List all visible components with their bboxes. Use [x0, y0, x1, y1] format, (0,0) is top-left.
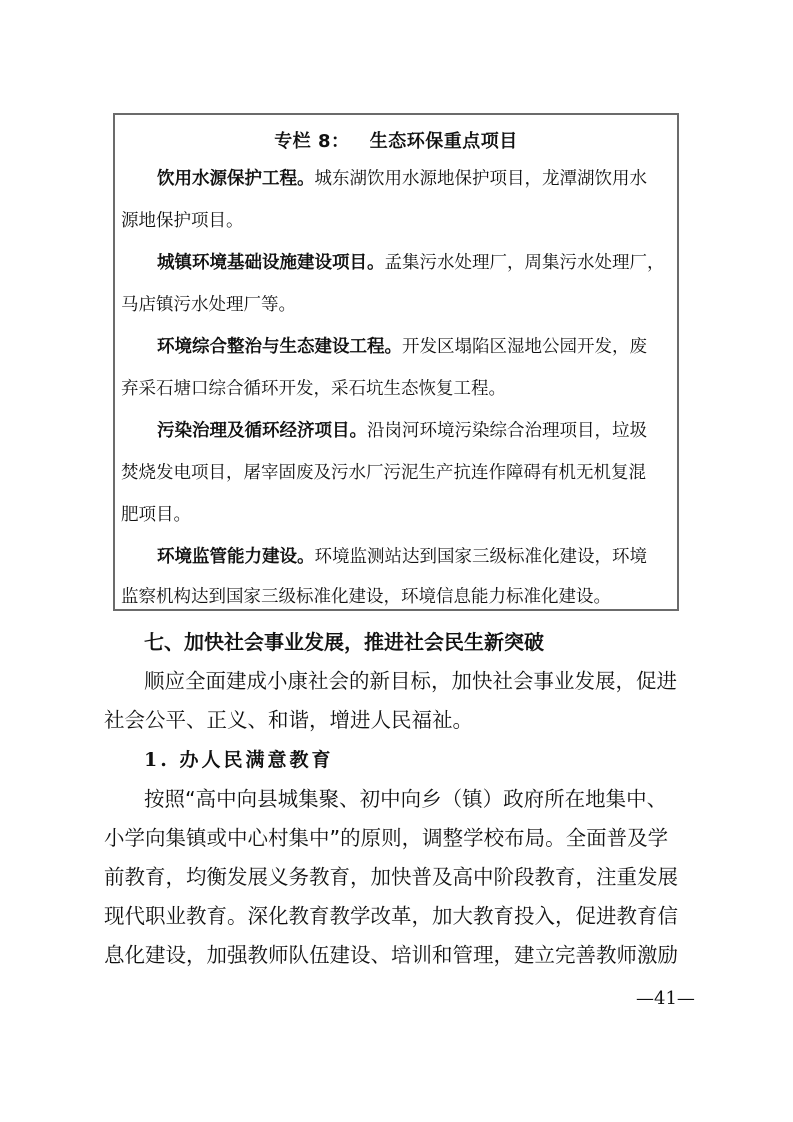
subsection-heading: 1. 办人民满意教育: [144, 749, 334, 771]
page-number: —41—: [636, 988, 695, 1009]
paragraph-line: 现代职业教育。深化教育教学改革，加大教育投入，促进教育信: [104, 904, 678, 928]
box-item-label: 饮用水源保护工程。: [157, 169, 315, 189]
box-item-line: 饮用水源保护工程。城东湖饮用水源地保护项目，龙潭湖饮用水: [157, 169, 647, 189]
paragraph-line: 按照“高中向县城集聚、初中向乡（镇）政府所在地集中、: [144, 787, 668, 811]
box-item-line: 马店镇污水处理厂等。: [121, 295, 296, 315]
box-item-line: 肥项目。: [121, 505, 191, 525]
box-item-line: 弃采石塘口综合循环开发，采石坑生态恢复工程。: [121, 379, 506, 399]
intro-line: 社会公平、正义、和谐，增进人民福祉。: [104, 708, 473, 732]
paragraph-line: 息化建设，加强教师队伍建设、培训和管理，建立完善教师激励: [104, 943, 678, 967]
box-item-line: 源地保护项目。: [121, 211, 244, 231]
feature-box: [113, 113, 679, 611]
box-item-line: 监察机构达到国家三级标准化建设，环境信息能力标准化建设。: [121, 587, 611, 607]
box-item-line: 污染治理及循环经济项目。沿岗河环境污染综合治理项目，垃圾: [157, 421, 647, 441]
box-item-label: 城镇环境基础设施建设项目。: [157, 253, 385, 273]
section-heading: 七、加快社会事业发展，推进社会民生新突破: [144, 630, 544, 654]
paragraph-line: 前教育，均衡发展义务教育，加快普及高中阶段教育，注重发展: [104, 865, 678, 889]
box-title-prefix: 专栏 8：: [274, 131, 350, 152]
box-item-label: 环境综合整治与生态建设工程。: [157, 337, 402, 357]
intro-line: 顺应全面建成小康社会的新目标，加快社会事业发展，促进: [144, 669, 677, 693]
box-item-label: 污染治理及循环经济项目。: [157, 421, 367, 441]
box-title: [115, 127, 677, 153]
box-item-label: 环境监管能力建设。: [157, 547, 315, 567]
box-item-line: 环境监管能力建设。环境监测站达到国家三级标准化建设，环境: [157, 547, 647, 567]
box-title-main: 生态环保重点项目: [369, 131, 518, 152]
box-item-line: 城镇环境基础设施建设项目。孟集污水处理厂，周集污水处理厂，: [157, 253, 665, 273]
paragraph-line: 小学向集镇或中心村集中”的原则，调整学校布局。全面普及学: [104, 826, 669, 850]
box-item-line: 环境综合整治与生态建设工程。开发区塌陷区湿地公园开发，废: [157, 337, 647, 357]
box-item-line: 焚烧发电项目，屠宰固废及污水厂污泥生产抗连作障碍有机无机复混: [121, 463, 646, 483]
